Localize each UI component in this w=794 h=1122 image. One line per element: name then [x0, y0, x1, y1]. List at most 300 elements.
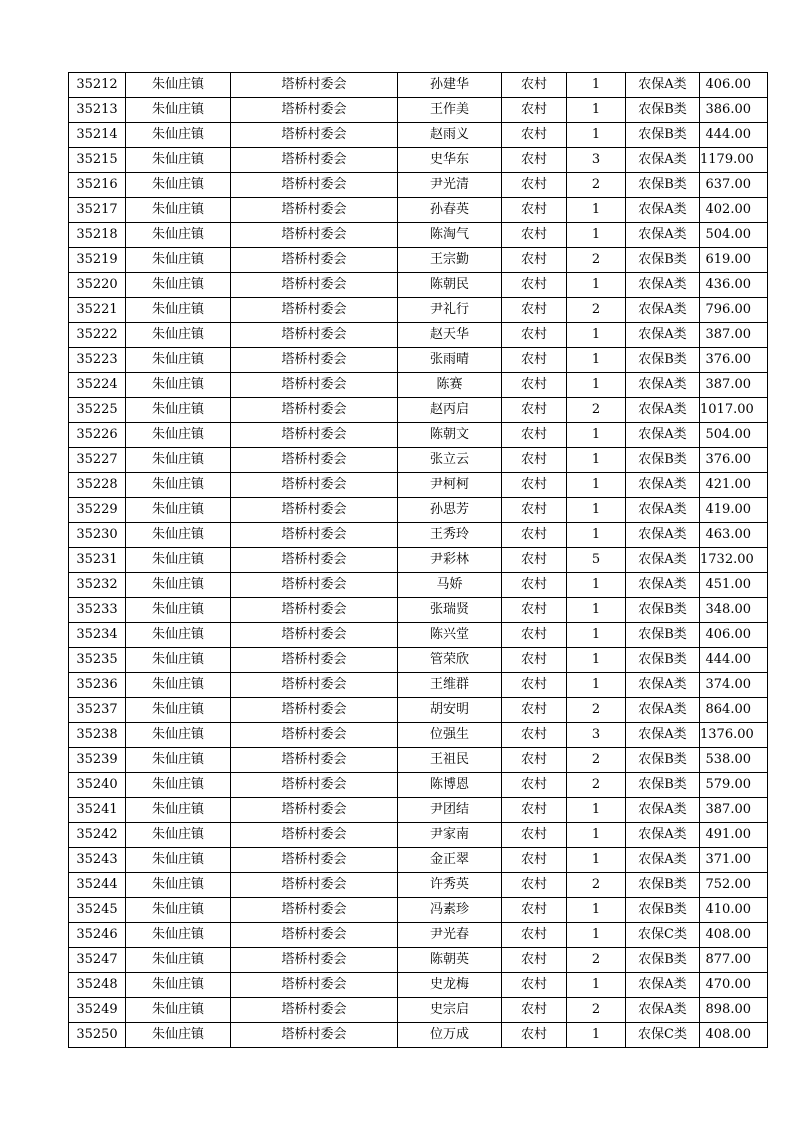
- name-cell: 陈兴堂: [398, 623, 502, 648]
- household-count-cell: 1: [567, 1023, 626, 1048]
- record-id-cell: 35245: [69, 898, 126, 923]
- household-count-cell: 5: [567, 548, 626, 573]
- area-type-cell: 农村: [502, 423, 567, 448]
- area-type-cell: 农村: [502, 398, 567, 423]
- record-id-cell: 35237: [69, 698, 126, 723]
- area-type-cell: 农村: [502, 848, 567, 873]
- area-type-cell: 农村: [502, 248, 567, 273]
- village-committee-cell: 塔桥村委会: [231, 423, 398, 448]
- village-committee-cell: 塔桥村委会: [231, 223, 398, 248]
- town-cell: 朱仙庄镇: [126, 498, 231, 523]
- household-count-cell: 1: [567, 448, 626, 473]
- town-cell: 朱仙庄镇: [126, 673, 231, 698]
- village-committee-cell: 塔桥村委会: [231, 923, 398, 948]
- village-committee-cell: 塔桥村委会: [231, 823, 398, 848]
- insurance-category-cell: 农保B类: [626, 248, 700, 273]
- amount-cell: 898.00: [700, 998, 768, 1023]
- amount-cell: 504.00: [700, 223, 768, 248]
- area-type-cell: 农村: [502, 898, 567, 923]
- household-count-cell: 1: [567, 598, 626, 623]
- town-cell: 朱仙庄镇: [126, 348, 231, 373]
- area-type-cell: 农村: [502, 698, 567, 723]
- village-committee-cell: 塔桥村委会: [231, 548, 398, 573]
- village-committee-cell: 塔桥村委会: [231, 598, 398, 623]
- amount-cell: 402.00: [700, 198, 768, 223]
- town-cell: 朱仙庄镇: [126, 573, 231, 598]
- name-cell: 史龙梅: [398, 973, 502, 998]
- village-committee-cell: 塔桥村委会: [231, 248, 398, 273]
- town-cell: 朱仙庄镇: [126, 723, 231, 748]
- record-id-cell: 35234: [69, 623, 126, 648]
- amount-cell: 408.00: [700, 1023, 768, 1048]
- village-committee-cell: 塔桥村委会: [231, 723, 398, 748]
- village-committee-cell: 塔桥村委会: [231, 473, 398, 498]
- name-cell: 金正翠: [398, 848, 502, 873]
- amount-cell: 406.00: [700, 73, 768, 98]
- village-committee-cell: 塔桥村委会: [231, 298, 398, 323]
- name-cell: 陈朝民: [398, 273, 502, 298]
- village-committee-cell: 塔桥村委会: [231, 898, 398, 923]
- amount-cell: 470.00: [700, 973, 768, 998]
- household-count-cell: 2: [567, 698, 626, 723]
- amount-cell: 376.00: [700, 348, 768, 373]
- insurance-category-cell: 农保A类: [626, 973, 700, 998]
- record-id-cell: 35227: [69, 448, 126, 473]
- village-committee-cell: 塔桥村委会: [231, 173, 398, 198]
- table-row: [69, 198, 768, 223]
- name-cell: 陈赛: [398, 373, 502, 398]
- household-count-cell: 2: [567, 748, 626, 773]
- household-count-cell: 1: [567, 848, 626, 873]
- town-cell: 朱仙庄镇: [126, 898, 231, 923]
- household-count-cell: 1: [567, 198, 626, 223]
- table-row: [69, 798, 768, 823]
- area-type-cell: 农村: [502, 673, 567, 698]
- amount-cell: 619.00: [700, 248, 768, 273]
- town-cell: 朱仙庄镇: [126, 648, 231, 673]
- village-committee-cell: 塔桥村委会: [231, 73, 398, 98]
- village-committee-cell: 塔桥村委会: [231, 373, 398, 398]
- amount-cell: 444.00: [700, 648, 768, 673]
- name-cell: 胡安明: [398, 698, 502, 723]
- name-cell: 陈淘气: [398, 223, 502, 248]
- insurance-category-cell: 农保A类: [626, 473, 700, 498]
- name-cell: 王祖民: [398, 748, 502, 773]
- record-id-cell: 35240: [69, 773, 126, 798]
- name-cell: 尹柯柯: [398, 473, 502, 498]
- name-cell: 尹光春: [398, 923, 502, 948]
- table-row: [69, 298, 768, 323]
- area-type-cell: 农村: [502, 923, 567, 948]
- name-cell: 赵丙启: [398, 398, 502, 423]
- table-row: [69, 1023, 768, 1048]
- town-cell: 朱仙庄镇: [126, 273, 231, 298]
- insurance-category-cell: 农保A类: [626, 198, 700, 223]
- name-cell: 马娇: [398, 573, 502, 598]
- amount-cell: 348.00: [700, 598, 768, 623]
- household-count-cell: 1: [567, 523, 626, 548]
- insurance-category-cell: 农保A类: [626, 673, 700, 698]
- record-id-cell: 35250: [69, 1023, 126, 1048]
- table-row: [69, 448, 768, 473]
- area-type-cell: 农村: [502, 148, 567, 173]
- insurance-category-cell: 农保A类: [626, 73, 700, 98]
- household-count-cell: 1: [567, 223, 626, 248]
- village-committee-cell: 塔桥村委会: [231, 198, 398, 223]
- town-cell: 朱仙庄镇: [126, 398, 231, 423]
- insurance-category-cell: 农保A类: [626, 498, 700, 523]
- household-count-cell: 1: [567, 973, 626, 998]
- town-cell: 朱仙庄镇: [126, 473, 231, 498]
- household-count-cell: 1: [567, 923, 626, 948]
- household-count-cell: 2: [567, 948, 626, 973]
- area-type-cell: 农村: [502, 223, 567, 248]
- name-cell: 位万成: [398, 1023, 502, 1048]
- record-id-cell: 35215: [69, 148, 126, 173]
- insurance-category-cell: 农保B类: [626, 773, 700, 798]
- household-count-cell: 2: [567, 873, 626, 898]
- amount-cell: 406.00: [700, 623, 768, 648]
- area-type-cell: 农村: [502, 798, 567, 823]
- table-row: [69, 548, 768, 573]
- insurance-category-cell: 农保B类: [626, 898, 700, 923]
- amount-cell: 444.00: [700, 123, 768, 148]
- amount-cell: 637.00: [700, 173, 768, 198]
- insurance-category-cell: 农保B类: [626, 623, 700, 648]
- record-id-cell: 35217: [69, 198, 126, 223]
- town-cell: 朱仙庄镇: [126, 98, 231, 123]
- record-id-cell: 35242: [69, 823, 126, 848]
- name-cell: 史华东: [398, 148, 502, 173]
- town-cell: 朱仙庄镇: [126, 873, 231, 898]
- town-cell: 朱仙庄镇: [126, 923, 231, 948]
- town-cell: 朱仙庄镇: [126, 523, 231, 548]
- name-cell: 孙建华: [398, 73, 502, 98]
- insurance-category-cell: 农保B类: [626, 123, 700, 148]
- record-id-cell: 35214: [69, 123, 126, 148]
- household-count-cell: 3: [567, 148, 626, 173]
- village-committee-cell: 塔桥村委会: [231, 273, 398, 298]
- area-type-cell: 农村: [502, 973, 567, 998]
- insurance-category-cell: 农保A类: [626, 523, 700, 548]
- name-cell: 管荣欣: [398, 648, 502, 673]
- name-cell: 尹光清: [398, 173, 502, 198]
- table-row: [69, 623, 768, 648]
- name-cell: 王维群: [398, 673, 502, 698]
- table-row: [69, 523, 768, 548]
- table-row: [69, 498, 768, 523]
- table-row: [69, 398, 768, 423]
- table-row: [69, 773, 768, 798]
- table-row: [69, 848, 768, 873]
- insurance-category-cell: 农保A类: [626, 723, 700, 748]
- name-cell: 尹团结: [398, 798, 502, 823]
- record-id-cell: 35246: [69, 923, 126, 948]
- table-row: [69, 573, 768, 598]
- area-type-cell: 农村: [502, 198, 567, 223]
- household-count-cell: 2: [567, 248, 626, 273]
- village-committee-cell: 塔桥村委会: [231, 98, 398, 123]
- amount-cell: 436.00: [700, 273, 768, 298]
- area-type-cell: 农村: [502, 648, 567, 673]
- record-id-cell: 35219: [69, 248, 126, 273]
- record-id-cell: 35218: [69, 223, 126, 248]
- village-committee-cell: 塔桥村委会: [231, 698, 398, 723]
- household-count-cell: 1: [567, 798, 626, 823]
- name-cell: 陈博恩: [398, 773, 502, 798]
- area-type-cell: 农村: [502, 373, 567, 398]
- area-type-cell: 农村: [502, 298, 567, 323]
- insurance-category-cell: 农保C类: [626, 1023, 700, 1048]
- table-row: [69, 348, 768, 373]
- town-cell: 朱仙庄镇: [126, 748, 231, 773]
- town-cell: 朱仙庄镇: [126, 323, 231, 348]
- amount-cell: 387.00: [700, 798, 768, 823]
- record-id-cell: 35236: [69, 673, 126, 698]
- name-cell: 尹彩林: [398, 548, 502, 573]
- name-cell: 许秀英: [398, 873, 502, 898]
- record-id-cell: 35239: [69, 748, 126, 773]
- amount-cell: 877.00: [700, 948, 768, 973]
- area-type-cell: 农村: [502, 73, 567, 98]
- town-cell: 朱仙庄镇: [126, 148, 231, 173]
- table-body: [69, 73, 768, 1048]
- village-committee-cell: 塔桥村委会: [231, 998, 398, 1023]
- village-committee-cell: 塔桥村委会: [231, 448, 398, 473]
- insurance-category-cell: 农保A类: [626, 823, 700, 848]
- area-type-cell: 农村: [502, 448, 567, 473]
- town-cell: 朱仙庄镇: [126, 973, 231, 998]
- name-cell: 赵雨义: [398, 123, 502, 148]
- record-id-cell: 35222: [69, 323, 126, 348]
- name-cell: 陈朝文: [398, 423, 502, 448]
- record-id-cell: 35228: [69, 473, 126, 498]
- area-type-cell: 农村: [502, 823, 567, 848]
- table-row: [69, 273, 768, 298]
- table-row: [69, 423, 768, 448]
- record-id-cell: 35243: [69, 848, 126, 873]
- village-committee-cell: 塔桥村委会: [231, 623, 398, 648]
- town-cell: 朱仙庄镇: [126, 298, 231, 323]
- name-cell: 位强生: [398, 723, 502, 748]
- town-cell: 朱仙庄镇: [126, 848, 231, 873]
- household-count-cell: 2: [567, 173, 626, 198]
- insurance-category-cell: 农保A类: [626, 223, 700, 248]
- town-cell: 朱仙庄镇: [126, 548, 231, 573]
- name-cell: 史宗启: [398, 998, 502, 1023]
- table-row: [69, 123, 768, 148]
- insurance-category-cell: 农保B类: [626, 98, 700, 123]
- insurance-category-cell: 农保B类: [626, 948, 700, 973]
- area-type-cell: 农村: [502, 748, 567, 773]
- amount-cell: 386.00: [700, 98, 768, 123]
- name-cell: 冯素珍: [398, 898, 502, 923]
- amount-cell: 752.00: [700, 873, 768, 898]
- household-count-cell: 1: [567, 73, 626, 98]
- village-committee-cell: 塔桥村委会: [231, 323, 398, 348]
- record-id-cell: 35226: [69, 423, 126, 448]
- household-count-cell: 1: [567, 273, 626, 298]
- name-cell: 王作美: [398, 98, 502, 123]
- area-type-cell: 农村: [502, 498, 567, 523]
- record-id-cell: 35231: [69, 548, 126, 573]
- amount-cell: 796.00: [700, 298, 768, 323]
- insurance-category-cell: 农保B类: [626, 648, 700, 673]
- record-id-cell: 35213: [69, 98, 126, 123]
- record-id-cell: 35238: [69, 723, 126, 748]
- insurance-category-cell: 农保A类: [626, 323, 700, 348]
- table-row: [69, 998, 768, 1023]
- record-id-cell: 35224: [69, 373, 126, 398]
- town-cell: 朱仙庄镇: [126, 198, 231, 223]
- household-count-cell: 1: [567, 123, 626, 148]
- insurance-category-cell: 农保A类: [626, 423, 700, 448]
- table-row: [69, 973, 768, 998]
- name-cell: 张雨晴: [398, 348, 502, 373]
- insurance-category-cell: 农保A类: [626, 573, 700, 598]
- amount-cell: 1017.00: [700, 398, 768, 423]
- village-committee-cell: 塔桥村委会: [231, 398, 398, 423]
- insurance-category-cell: 农保A类: [626, 798, 700, 823]
- area-type-cell: 农村: [502, 273, 567, 298]
- name-cell: 赵天华: [398, 323, 502, 348]
- record-id-cell: 35233: [69, 598, 126, 623]
- town-cell: 朱仙庄镇: [126, 123, 231, 148]
- amount-cell: 410.00: [700, 898, 768, 923]
- area-type-cell: 农村: [502, 548, 567, 573]
- area-type-cell: 农村: [502, 323, 567, 348]
- amount-cell: 1732.00: [700, 548, 768, 573]
- name-cell: 陈朝英: [398, 948, 502, 973]
- town-cell: 朱仙庄镇: [126, 998, 231, 1023]
- record-id-cell: 35220: [69, 273, 126, 298]
- amount-cell: 387.00: [700, 373, 768, 398]
- village-committee-cell: 塔桥村委会: [231, 498, 398, 523]
- insurance-category-cell: 农保A类: [626, 148, 700, 173]
- town-cell: 朱仙庄镇: [126, 173, 231, 198]
- name-cell: 孙思芳: [398, 498, 502, 523]
- name-cell: 尹礼行: [398, 298, 502, 323]
- insurance-category-cell: 农保A类: [626, 548, 700, 573]
- town-cell: 朱仙庄镇: [126, 773, 231, 798]
- record-id-cell: 35244: [69, 873, 126, 898]
- table-row: [69, 598, 768, 623]
- amount-cell: 408.00: [700, 923, 768, 948]
- area-type-cell: 农村: [502, 348, 567, 373]
- amount-cell: 538.00: [700, 748, 768, 773]
- amount-cell: 491.00: [700, 823, 768, 848]
- record-id-cell: 35229: [69, 498, 126, 523]
- table-row: [69, 873, 768, 898]
- town-cell: 朱仙庄镇: [126, 448, 231, 473]
- household-count-cell: 1: [567, 648, 626, 673]
- insurance-category-cell: 农保B类: [626, 748, 700, 773]
- household-count-cell: 1: [567, 98, 626, 123]
- village-committee-cell: 塔桥村委会: [231, 1023, 398, 1048]
- town-cell: 朱仙庄镇: [126, 598, 231, 623]
- town-cell: 朱仙庄镇: [126, 248, 231, 273]
- table-row: [69, 923, 768, 948]
- village-committee-cell: 塔桥村委会: [231, 873, 398, 898]
- area-type-cell: 农村: [502, 523, 567, 548]
- insurance-category-cell: 农保B类: [626, 348, 700, 373]
- amount-cell: 1376.00: [700, 723, 768, 748]
- table-row: [69, 948, 768, 973]
- insurance-category-cell: 农保A类: [626, 298, 700, 323]
- amount-cell: 451.00: [700, 573, 768, 598]
- name-cell: 张瑞贤: [398, 598, 502, 623]
- insurance-category-cell: 农保A类: [626, 373, 700, 398]
- town-cell: 朱仙庄镇: [126, 73, 231, 98]
- village-committee-cell: 塔桥村委会: [231, 673, 398, 698]
- household-count-cell: 1: [567, 373, 626, 398]
- table-row: [69, 648, 768, 673]
- insurance-category-cell: 农保A类: [626, 848, 700, 873]
- household-count-cell: 1: [567, 573, 626, 598]
- household-count-cell: 2: [567, 773, 626, 798]
- area-type-cell: 农村: [502, 173, 567, 198]
- village-committee-cell: 塔桥村委会: [231, 148, 398, 173]
- amount-cell: 864.00: [700, 698, 768, 723]
- name-cell: 张立云: [398, 448, 502, 473]
- household-count-cell: 1: [567, 423, 626, 448]
- household-count-cell: 1: [567, 623, 626, 648]
- insurance-category-cell: 农保B类: [626, 598, 700, 623]
- table-row: [69, 173, 768, 198]
- record-id-cell: 35248: [69, 973, 126, 998]
- table-row: [69, 223, 768, 248]
- insurance-category-cell: 农保B类: [626, 873, 700, 898]
- village-committee-cell: 塔桥村委会: [231, 648, 398, 673]
- village-committee-cell: 塔桥村委会: [231, 348, 398, 373]
- town-cell: 朱仙庄镇: [126, 1023, 231, 1048]
- amount-cell: 1179.00: [700, 148, 768, 173]
- name-cell: 孙春英: [398, 198, 502, 223]
- table-row: [69, 73, 768, 98]
- area-type-cell: 农村: [502, 598, 567, 623]
- household-count-cell: 1: [567, 348, 626, 373]
- table-row: [69, 473, 768, 498]
- amount-cell: 421.00: [700, 473, 768, 498]
- town-cell: 朱仙庄镇: [126, 798, 231, 823]
- household-count-cell: 1: [567, 823, 626, 848]
- town-cell: 朱仙庄镇: [126, 948, 231, 973]
- record-id-cell: 35247: [69, 948, 126, 973]
- village-committee-cell: 塔桥村委会: [231, 948, 398, 973]
- insurance-category-cell: 农保B类: [626, 448, 700, 473]
- town-cell: 朱仙庄镇: [126, 623, 231, 648]
- record-id-cell: 35216: [69, 173, 126, 198]
- table-row: [69, 748, 768, 773]
- record-id-cell: 35249: [69, 998, 126, 1023]
- records-table: [68, 72, 768, 1048]
- table-row: [69, 823, 768, 848]
- table-row: [69, 373, 768, 398]
- record-id-cell: 35221: [69, 298, 126, 323]
- insurance-category-cell: 农保A类: [626, 273, 700, 298]
- record-id-cell: 35212: [69, 73, 126, 98]
- amount-cell: 371.00: [700, 848, 768, 873]
- household-count-cell: 2: [567, 298, 626, 323]
- area-type-cell: 农村: [502, 948, 567, 973]
- town-cell: 朱仙庄镇: [126, 223, 231, 248]
- village-committee-cell: 塔桥村委会: [231, 773, 398, 798]
- area-type-cell: 农村: [502, 998, 567, 1023]
- household-count-cell: 1: [567, 673, 626, 698]
- insurance-category-cell: 农保C类: [626, 923, 700, 948]
- village-committee-cell: 塔桥村委会: [231, 748, 398, 773]
- village-committee-cell: 塔桥村委会: [231, 848, 398, 873]
